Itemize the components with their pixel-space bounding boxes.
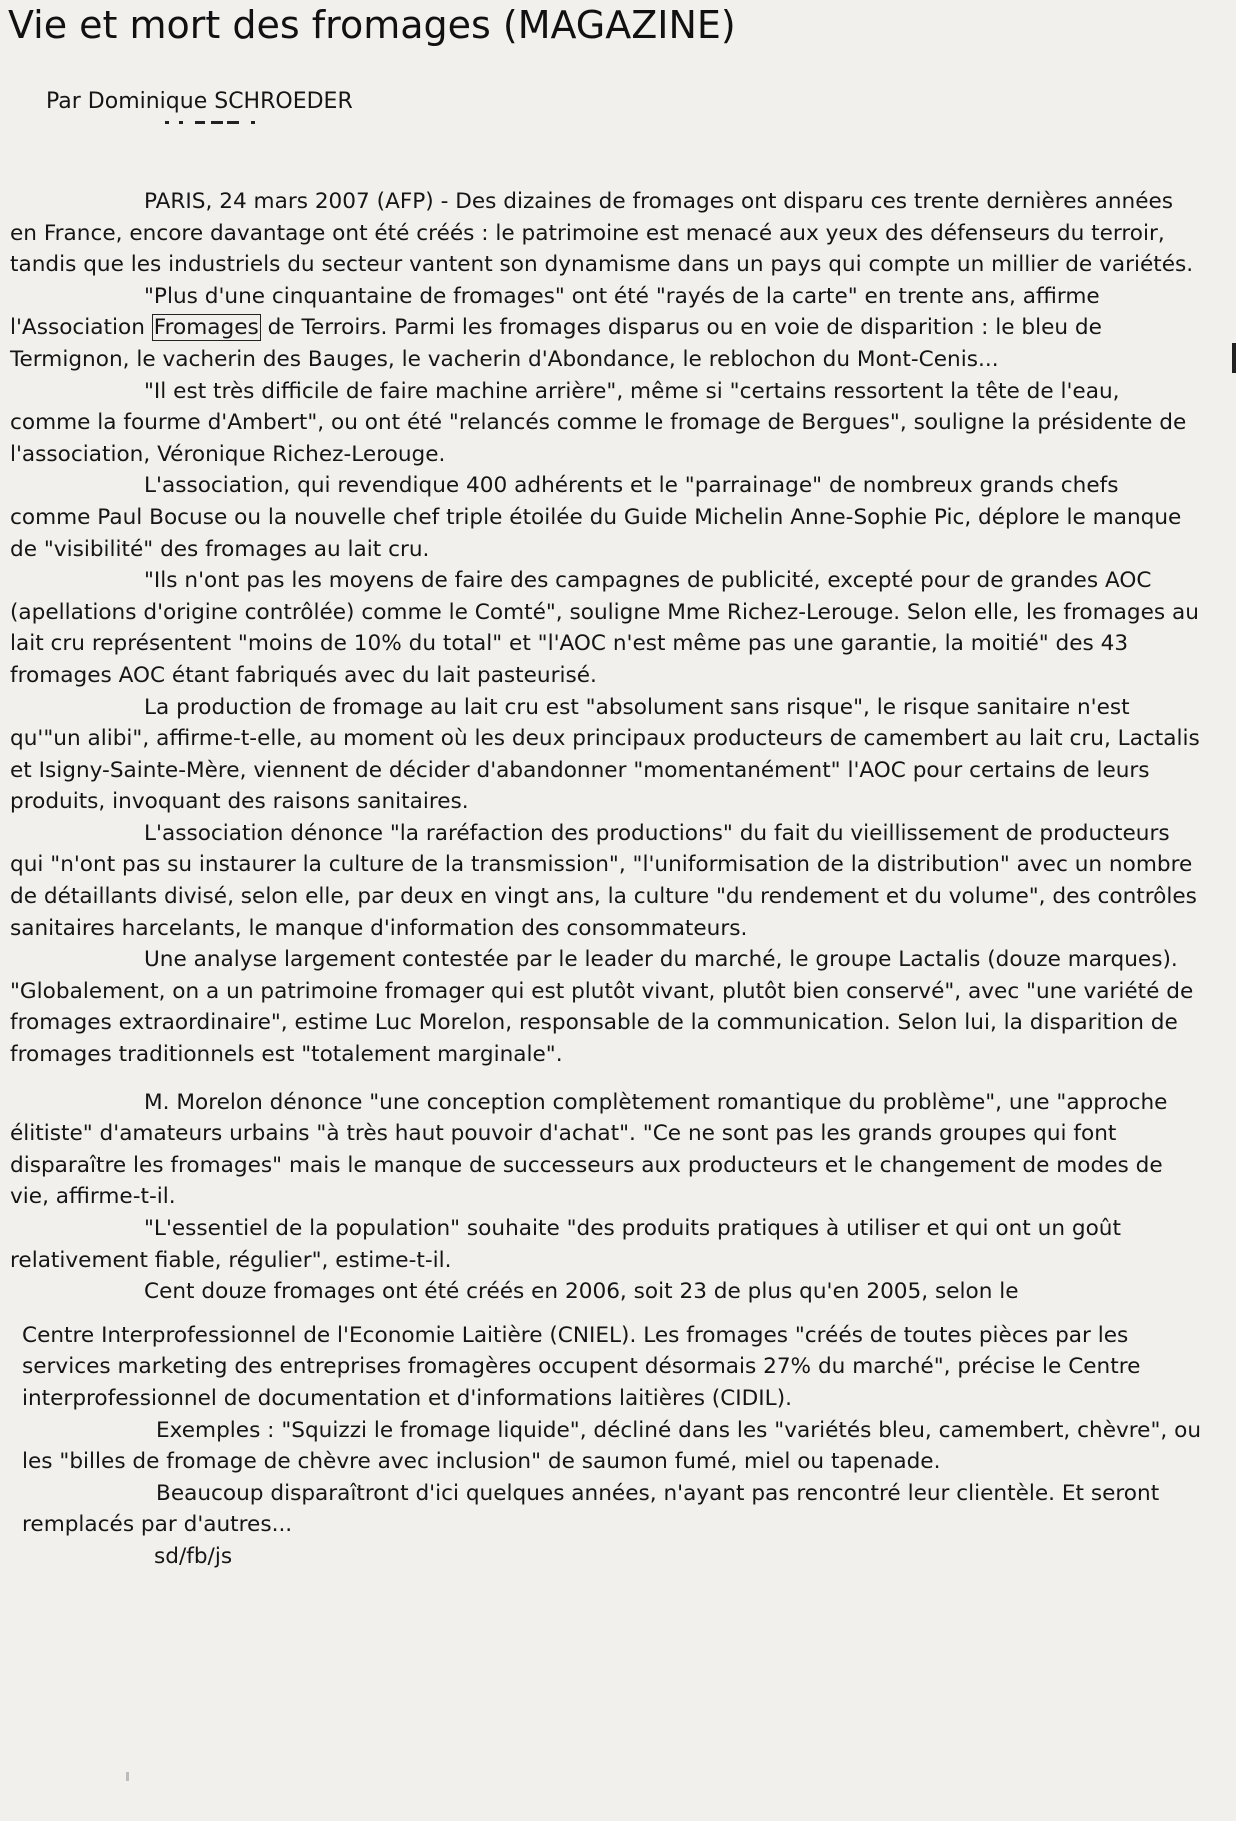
- article-byline: Par Dominique SCHROEDER: [46, 89, 353, 114]
- paragraph: La production de fromage au lait cru est "absolument sans risque", le risque sanitaire n'est qu'"un alibi", affirme-t-elle, au moment où les deux principaux producteurs de camembert au lait cru, Lactalis et Isigny-Sainte-Mère, viennent de décider d'abandonner "momentanément" l'AOC pour certains de leurs produits, invoquant des raisons sanitaires.: [10, 694, 1200, 815]
- paragraph: Centre Interprofessionnel de l'Economie Laitière (CNIEL). Les fromages "créés de toutes pièces par les services marketing des entreprises fromagères occupent désormais 27% du marché", précise le Centre interprofessionnel de documentation et d'informations laitières (CIDIL).: [22, 1322, 1141, 1411]
- paragraph: Cent douze fromages ont été créés en 2006, soit 23 de plus qu'en 2005, selon le: [144, 1279, 1019, 1305]
- paragraph: M. Morelon dénonce "une conception complètement romantique du problème", une "approche élitiste" d'amateurs urbains "à très haut pouvoir d'achat". "Ce ne sont pas les grands groupes qui font disparaître les fromages" mais le manque de successeurs aux producteurs et le changement de modes de vie, affirme-t-il.: [10, 1089, 1168, 1210]
- paragraph: Beaucoup disparaîtront d'ici quelques années, n'ayant pas rencontré leur clientèle. Et seront remplacés par d'autres...: [22, 1480, 1160, 1538]
- scan-speck: [126, 1772, 129, 1781]
- spacer: [10, 1308, 1205, 1320]
- signature-initials: sd/fb/js: [154, 1543, 233, 1569]
- paragraph-text: de Terroirs. Parmi les fromages disparus ou en voie de disparition : le bleu de Termignon, le vacherin des Bauges, le vacherin d'Abondance, le reblochon du Mont-Cenis...: [10, 315, 1102, 372]
- article-body: [10, 186, 1205, 1573]
- paragraph: L'association dénonce "la raréfaction des productions" du fait du vieillissement de producteurs qui "n'ont pas su instaurer la culture de la transmission", "l'uniformisation de la distribution" avec un nombre de détaillants divisé, selon elle, par deux en vingt ans, la culture "du rendement et du volume", des contrôles sanitaires harcelants, le manque d'information des consommateurs.: [10, 820, 1197, 941]
- paragraph: "L'essentiel de la population" souhaite "des produits pratiques à utiliser et qui ont un goût relativement fiable, régulier", estime-t-il.: [10, 1216, 1121, 1273]
- spacer: [10, 1071, 1205, 1087]
- clipped-text-fragment: [165, 121, 265, 127]
- paragraph: "Ils n'ont pas les moyens de faire des campagnes de publicité, excepté pour de grandes AOC (apellations d'origine contrôlée) comme le Comté", souligne Mme Richez-Lerouge. Selon elle, les fromages au lait cru représentent "moins de 10% du total" et "l'AOC n'est même pas une garantie, la moitié" des 43 fromages AOC étant fabriqués avec du lait pasteurisé.: [10, 568, 1199, 688]
- article-title: Vie et mort des fromages (MAGAZINE): [8, 3, 736, 47]
- scan-edge-mark: [1232, 343, 1236, 373]
- paragraph: Une analyse largement contestée par le leader du marché, le groupe Lactalis (douze marques). "Globalement, on a un patrimoine fromager qui est plutôt vivant, plutôt bien conservé", avec "une variété de fromages extraordinaire", estime Luc Morelon, responsable de la communication. Selon lui, la disparition de fromages traditionnels est "totalement marginale".: [10, 947, 1194, 1068]
- paragraph: [10, 281, 1205, 376]
- paragraph: L'association, qui revendique 400 adhérents et le "parrainage" de nombreux grands chefs comme Paul Bocuse ou la nouvelle chef triple étoilée du Guide Michelin Anne-Sophie Pic, déplore le manque de "visibilité" des fromages au lait cru.: [10, 473, 1182, 562]
- paragraph-text: "Plus d'une cinquantaine de fromages" ont été "rayés de la carte" en trente ans, affirme l'Association: [10, 283, 1100, 341]
- paragraph: PARIS, 24 mars 2007 (AFP) - Des dizaines de fromages ont disparu ces trente dernières années en France, encore davantage ont été créés : le patrimoine est menacé aux yeux des défenseurs du terroir, tandis que les industriels du secteur vantent son dynamisme dans un pays qui compte un millier de variétés.: [10, 189, 1194, 278]
- paragraph: Exemples : "Squizzi le fromage liquide", décliné dans les "variétés bleu, camembert, chèvre", ou les "billes de fromage de chèvre avec inclusion" de saumon fumé, miel ou tapenade.: [22, 1417, 1202, 1475]
- paragraph: "Il est très difficile de faire machine arrière", même si "certains ressortent la tête de l'eau, comme la fourme d'Ambert", ou ont été "relancés comme le fromage de Bergues", souligne la présidente de l'association, Véronique Richez-Lerouge.: [10, 378, 1187, 467]
- boxed-word: Fromages: [153, 315, 259, 341]
